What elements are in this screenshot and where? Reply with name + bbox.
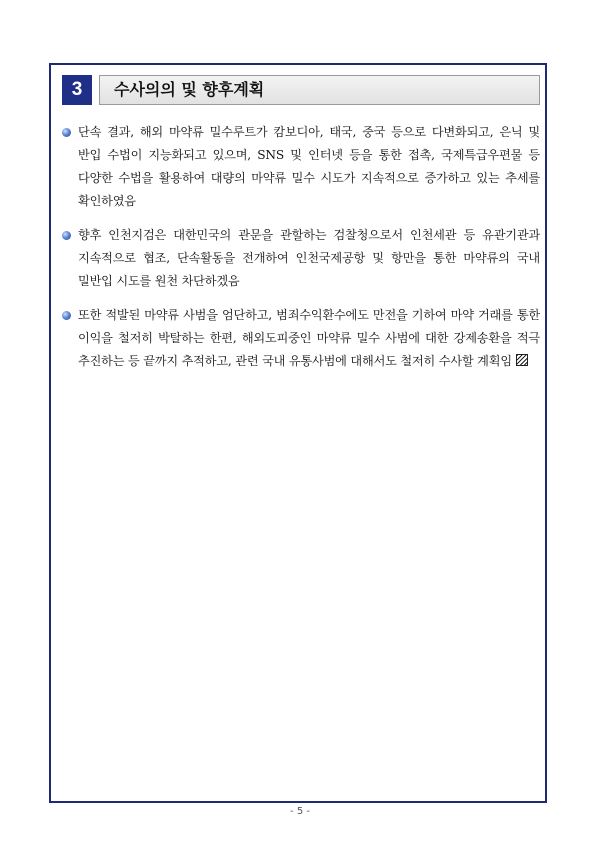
bullet-text: 단속 결과, 해외 마약류 밀수루트가 캄보디아, 태국, 중국 등으로 다변화되고, 은닉 및 반입 수법이 지능화되고 있으며, SNS 및 인터넷 등을 통한 접촉, 국제특급우편물 등 다양한 수법을 활용하여 대량의 마약류 밀수 시도가 지속적으로 증가하고 있는 추세를 확인하였음 — [78, 125, 540, 208]
bullet-circle-icon — [62, 128, 71, 137]
section-header — [62, 75, 540, 105]
bullet-item — [62, 224, 540, 293]
section-number: 3 — [62, 75, 92, 105]
section-title: 수사의의 및 향후계획 — [114, 80, 265, 99]
bullet-list — [62, 121, 540, 384]
section-title-bar — [99, 75, 540, 105]
bullet-circle-icon — [62, 311, 71, 320]
bullet-item — [62, 121, 540, 213]
bullet-item — [62, 304, 540, 373]
bullet-circle-icon — [62, 231, 71, 240]
end-mark-icon — [516, 354, 528, 366]
page-number: - 5 - — [290, 806, 310, 817]
bullet-text: 또한 적발된 마약류 사범을 엄단하고, 범죄수익환수에도 만전을 기하여 마약 거래를 통한 이익을 철저히 박탈하는 한편, 해외도피중인 마약류 밀수 사범에 대한 강제송환을 적극 추진하는 등 끝까지 추적하고, 관련 국내 유통사범에 대해서도 철저히 수사할 계획임 — [78, 308, 540, 368]
bullet-text: 향후 인천지검은 대한민국의 관문을 관할하는 검찰청으로서 인천세관 등 유관기관과 지속적으로 협조, 단속활동을 전개하여 인천국제공항 및 항만을 통한 마약류의 국내 밀반입 시도를 원천 차단하겠음 — [78, 228, 540, 288]
